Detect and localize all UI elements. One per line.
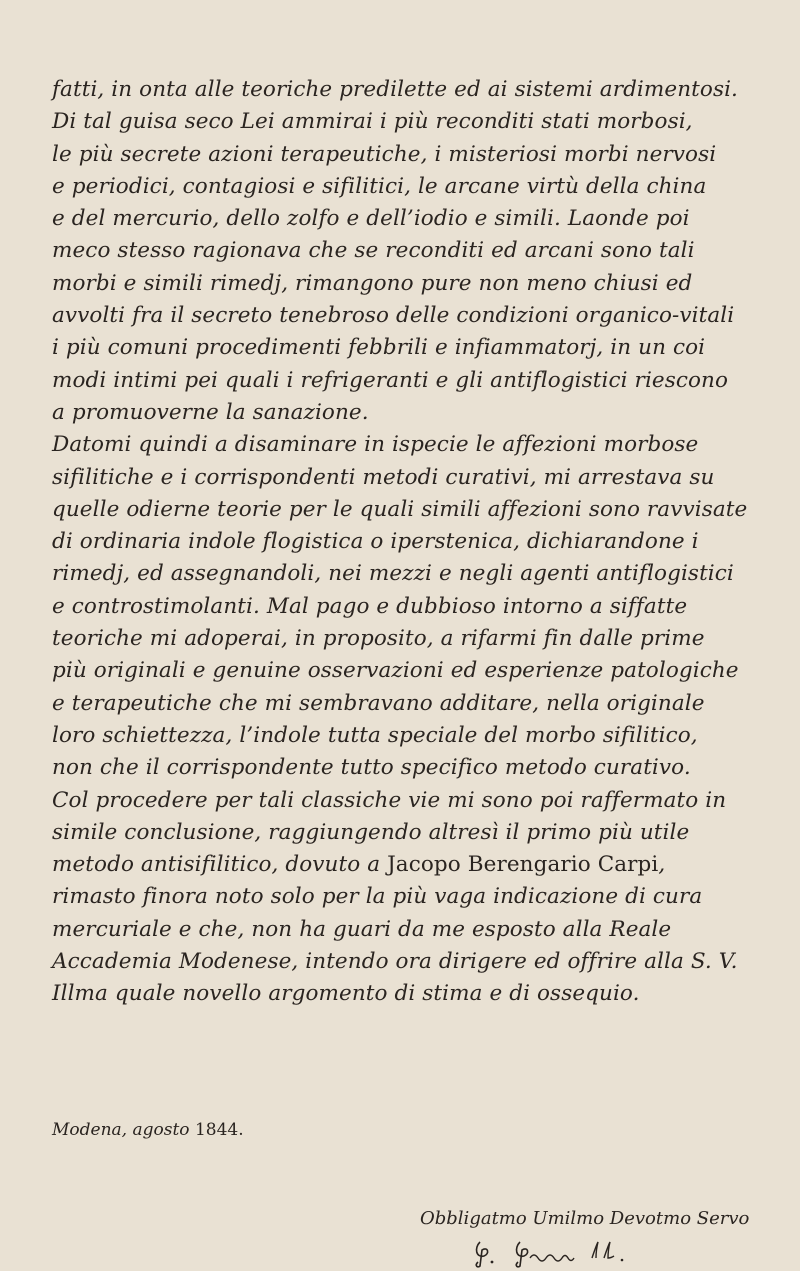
text-line: e del mercurio, dello zolfo e dell’iodio e simili. Laonde poi [52,206,690,232]
text-line: sifilitiche e i corrispondenti metodi curativi, mi arrestava su [52,464,715,490]
text-line: Di tal guisa seco Lei ammirai i più reconditi stati morbosi, [52,109,693,135]
dateline [52,1120,244,1140]
text-line: teoriche mi adoperai, in proposito, a rifarmi fin dalle prime [52,626,705,652]
text-line: e controstimolanti. Mal pago e dubbioso intorno a siffatte [52,593,688,619]
text-line: Datomi quindi a disaminare in ispecie le affezioni morbose [52,432,699,458]
text-line: quelle odierne teorie per le quali simili affezioni sono ravvisate [52,496,748,522]
text-line: le più secrete azioni terapeutiche, i misteriosi morbi nervosi [52,141,717,167]
text-line: fatti, in onta alle teoriche predilette ed ai sistemi ardimentosi. [52,77,738,102]
text-line: modi intimi pei quali i refrigeranti e gli antiflogistici riescono [52,367,729,393]
text-line: Accademia Modenese, intendo ora dirigere ed offrire alla S. V. [52,949,738,975]
text-line: a promuoverne la sanazione. [52,399,369,425]
closing-formula: Obbligatmo Umilmo Devotmo Servo [420,1208,750,1229]
text-line: rimasto finora noto solo per la più vaga indicazione di cura [52,884,703,910]
text-line: simile conclusione, raggiungendo altresì il primo più utile [52,819,690,845]
text-line: di ordinaria indole flogistica o iperstenica, dichiarandone i [52,529,699,555]
text-line: e periodici, contagiosi e sifilitici, le arcane virtù della china [52,173,707,199]
text-line: meco stesso ragionava che se reconditi ed arcani sono tali [52,238,695,264]
dateline-place: Modena, agosto [52,1120,190,1140]
text-line: e terapeutiche che mi sembravano additare, nella originale [52,690,705,716]
text-line: rimedj, ed assegnandoli, nei mezzi e negli agenti antiflogistici [52,561,734,587]
text-line: metodo antisifilitico, dovuto a Jacopo Berengario Carpi, [52,852,666,878]
letter-body [52,74,752,1011]
text-line: Illma quale novello argomento di stima e di ossequio. [52,981,640,1007]
text-line: morbi e simili rimedj, rimangono pure non meno chiusi ed [52,270,693,296]
text-line: mercuriale e che, non ha guari da me esposto alla Reale [52,916,672,942]
text-line: Col procedere per tali classiche vie mi sono poi raffermato in [52,787,727,813]
text-line: più originali e genuine osservazioni ed esperienze patologiche [52,658,739,684]
text-line: non che il corrispondente tutto specifico metodo curativo. [52,755,691,781]
dateline-year: 1844. [194,1120,244,1140]
text-line: loro schiettezza, l’indole tutta speciale del morbo sifilitico, [52,722,698,748]
text-line: i più comuni procedimenti febbrili e infiammatorj, in un coi [52,335,706,361]
handwritten-signature [472,1238,682,1268]
text-line: avvolti fra il secreto tenebroso delle condizioni organico-vitali [52,303,735,329]
